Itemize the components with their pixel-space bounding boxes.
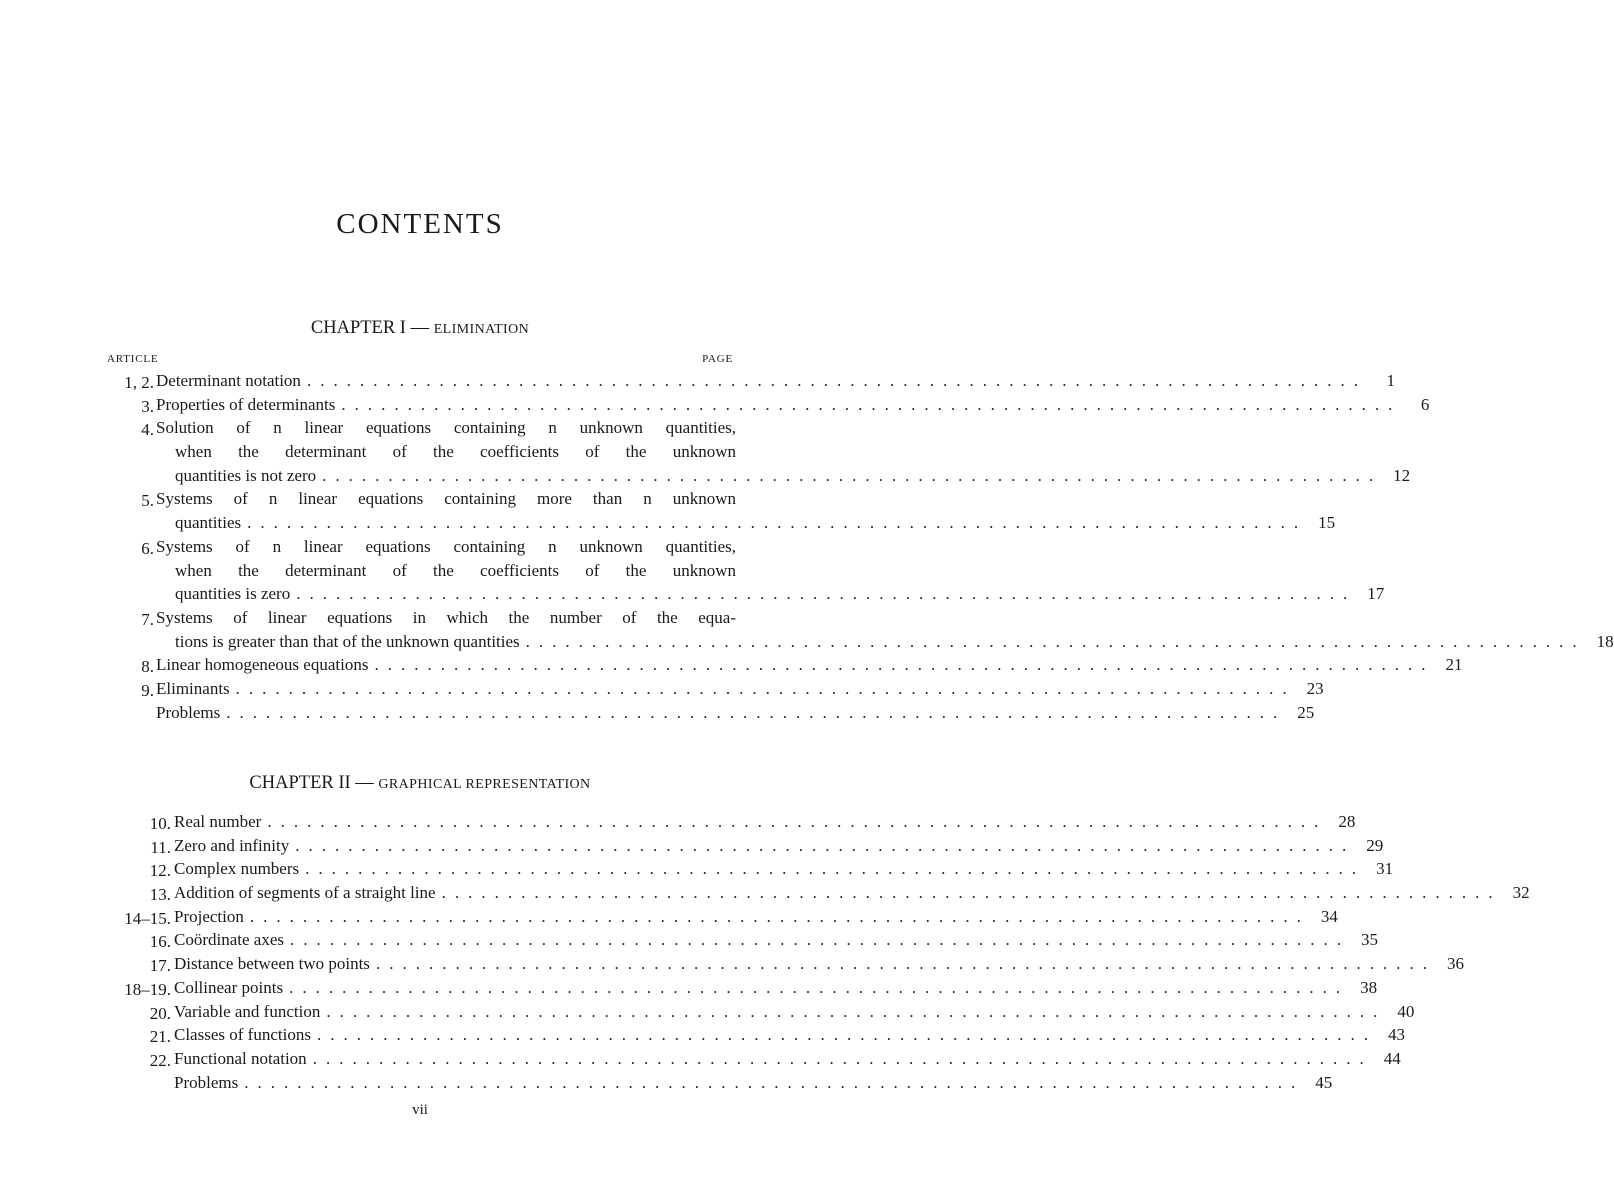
column-header-article: ARTICLE — [107, 353, 159, 365]
toc-entry-page: 38 — [1360, 977, 1378, 997]
toc-entry-number: 3. — [141, 396, 154, 416]
toc-entry-page: 18 — [1596, 631, 1614, 651]
column-header-page: PAGE — [702, 353, 733, 365]
toc-entry-page: 28 — [1338, 812, 1356, 831]
toc-entry — [105, 930, 1378, 954]
toc-entry-number: 16. — [149, 932, 171, 952]
toc-entry-text: quantities is zero — [175, 584, 291, 604]
toc-entry-text: Classes of functions — [174, 1025, 311, 1045]
toc-entry-number: 18–19. — [124, 979, 171, 999]
toc-entry-page: 35 — [1361, 930, 1378, 950]
toc-entry-text: tions is greater than that of the unknown quantities — [175, 631, 520, 651]
leader-dots: ................................................................................ — [295, 835, 1356, 855]
chapter-1-toc — [105, 371, 1614, 726]
toc-entry-text: Eliminants — [156, 679, 230, 699]
toc-entry-text: Systems of n linear equations containing n unknown quantities, — [156, 536, 736, 556]
toc-entry — [105, 1048, 1401, 1073]
toc-entry-text: Distance between two points — [174, 954, 370, 974]
toc-entry — [105, 883, 1530, 907]
leader-dots: ................................................................................ — [249, 906, 1310, 926]
leader-dots: ................................................................................ — [375, 954, 1436, 974]
toc-entry-page: 34 — [1320, 906, 1338, 926]
toc-entry-page: 45 — [1315, 1072, 1333, 1092]
toc-entry-page: 25 — [1297, 702, 1315, 722]
toc-entry-page: 15 — [1318, 513, 1336, 533]
toc-entry — [105, 607, 1614, 655]
toc-entry-number: 6. — [141, 538, 154, 558]
toc-entry-page: 6 — [1420, 394, 1430, 414]
toc-entry-text: Linear homogeneous equations — [156, 655, 369, 675]
toc-entry-text: Determinant notation — [156, 371, 301, 390]
toc-entry — [105, 906, 1338, 931]
page-number: vii — [412, 1102, 428, 1118]
leader-dots: ................................................................................ — [374, 655, 1435, 675]
toc-entry-number: 22. — [149, 1050, 171, 1070]
page-title: CONTENTS — [336, 208, 504, 240]
toc-entry-number: 10. — [149, 814, 171, 833]
toc-entry — [105, 702, 1315, 727]
toc-entry-page: 29 — [1366, 835, 1384, 855]
toc-entry — [105, 371, 1395, 395]
toc-entry — [105, 954, 1464, 978]
toc-entry-text: Systems of n linear equations containing more than n unknown — [156, 489, 736, 509]
toc-entry-text: Variable and function — [174, 1001, 321, 1021]
toc-entry — [105, 859, 1394, 883]
toc-entry-number: 7. — [141, 609, 154, 629]
toc-entry-text: when the determinant of the coefficients of the unknown — [175, 442, 736, 462]
toc-entry-text: quantities — [175, 513, 242, 533]
toc-entry-number: 12. — [149, 861, 171, 881]
toc-entry-number: 8. — [141, 657, 154, 677]
toc-entry-number: 13. — [149, 885, 171, 905]
chapter-2-heading-main: CHAPTER II — — [249, 773, 379, 793]
toc-entry-page: 44 — [1383, 1048, 1401, 1068]
toc-entry — [105, 655, 1463, 679]
toc-entry — [105, 1025, 1405, 1049]
chapter-1-heading — [0, 318, 840, 339]
toc-entry-text: Projection — [174, 906, 244, 926]
toc-entry-number: 20. — [149, 1003, 171, 1023]
toc-entry-text: when the determinant of the coefficients of the unknown — [175, 560, 736, 580]
toc-entry-page: 32 — [1512, 883, 1530, 903]
toc-entry-text: Systems of linear equations in which the number of the equa- — [156, 607, 736, 627]
toc-entry — [105, 536, 1385, 608]
leader-dots: ................................................................................ — [235, 679, 1296, 699]
leader-dots: ................................................................................ — [312, 1048, 1373, 1068]
leader-dots: ................................................................................ — [306, 371, 1367, 390]
leader-dots: ................................................................................ — [525, 631, 1586, 651]
toc-entry-page: 31 — [1376, 859, 1394, 879]
toc-entry-page: 40 — [1397, 1001, 1415, 1021]
leader-dots: ................................................................................ — [326, 1001, 1387, 1021]
toc-entry-text: quantities is not zero — [175, 465, 317, 485]
toc-entry-page: 1 — [1386, 371, 1395, 390]
toc-entry — [105, 394, 1430, 419]
leader-dots: ................................................................................ — [316, 1025, 1377, 1045]
toc-entry-number: 14–15. — [124, 908, 171, 928]
toc-entry-text: Solution of n linear equations containing n unknown quantities, — [156, 418, 736, 438]
toc-entry-page: 17 — [1367, 584, 1385, 604]
chapter-1-heading-sub: ELIMINATION — [433, 322, 530, 337]
toc-entry — [105, 1072, 1333, 1097]
toc-entry-text: Properties of determinants — [156, 394, 336, 414]
toc-entry — [105, 418, 1411, 489]
toc-entry — [105, 1001, 1415, 1026]
leader-dots: ................................................................................ — [289, 977, 1350, 997]
toc-entry-page: 21 — [1445, 655, 1463, 675]
toc-entry-number: 1, 2. — [124, 373, 154, 392]
leader-dots: ................................................................................ — [296, 584, 1357, 604]
toc-entry-text: Problems — [156, 702, 221, 722]
leader-dots: ................................................................................ — [341, 394, 1402, 414]
toc-entry — [105, 835, 1384, 860]
chapter-1-heading-main: CHAPTER I — — [310, 318, 434, 338]
leader-dots: ................................................................................ — [290, 930, 1350, 950]
toc-entry — [105, 977, 1378, 1002]
toc-entry-page: 36 — [1446, 954, 1464, 974]
chapter-2-heading — [0, 773, 840, 794]
toc-entry-text: Real number — [174, 812, 262, 831]
toc-entry — [105, 489, 1336, 536]
toc-entry-number: 4. — [141, 420, 154, 440]
toc-entry-number: 11. — [150, 837, 171, 857]
toc-entry-text: Problems — [174, 1072, 239, 1092]
toc-entry — [105, 812, 1356, 836]
leader-dots: ................................................................................ — [305, 859, 1366, 879]
leader-dots: ................................................................................ — [441, 883, 1502, 903]
leader-dots: ................................................................................ — [244, 1072, 1305, 1092]
chapter-2-heading-sub: GRAPHICAL REPRESENTATION — [378, 777, 591, 792]
leader-dots: ................................................................................ — [267, 812, 1328, 831]
toc-entry-text: Addition of segments of a straight line — [174, 883, 436, 903]
toc-entry-number: 17. — [149, 956, 171, 976]
leader-dots: ................................................................................ — [226, 702, 1287, 722]
toc-entry-text: Coördinate axes — [174, 930, 284, 950]
toc-entry-page: 12 — [1393, 465, 1411, 485]
toc-entry-number: 21. — [149, 1027, 171, 1047]
toc-entry-text: Collinear points — [174, 977, 284, 997]
toc-entry-text: Complex numbers — [174, 859, 300, 879]
toc-entry-page: 23 — [1306, 679, 1324, 699]
toc-entry — [105, 679, 1324, 703]
leader-dots: ................................................................................ — [322, 465, 1383, 485]
toc-entry-text: Zero and infinity — [174, 835, 290, 855]
toc-entry-text: Functional notation — [174, 1048, 307, 1068]
chapter-2-toc — [105, 812, 1530, 1096]
leader-dots: ................................................................................ — [247, 513, 1308, 533]
toc-entry-number: 5. — [141, 491, 154, 511]
toc-entry-page: 43 — [1387, 1025, 1405, 1045]
toc-entry-number: 9. — [141, 681, 154, 701]
